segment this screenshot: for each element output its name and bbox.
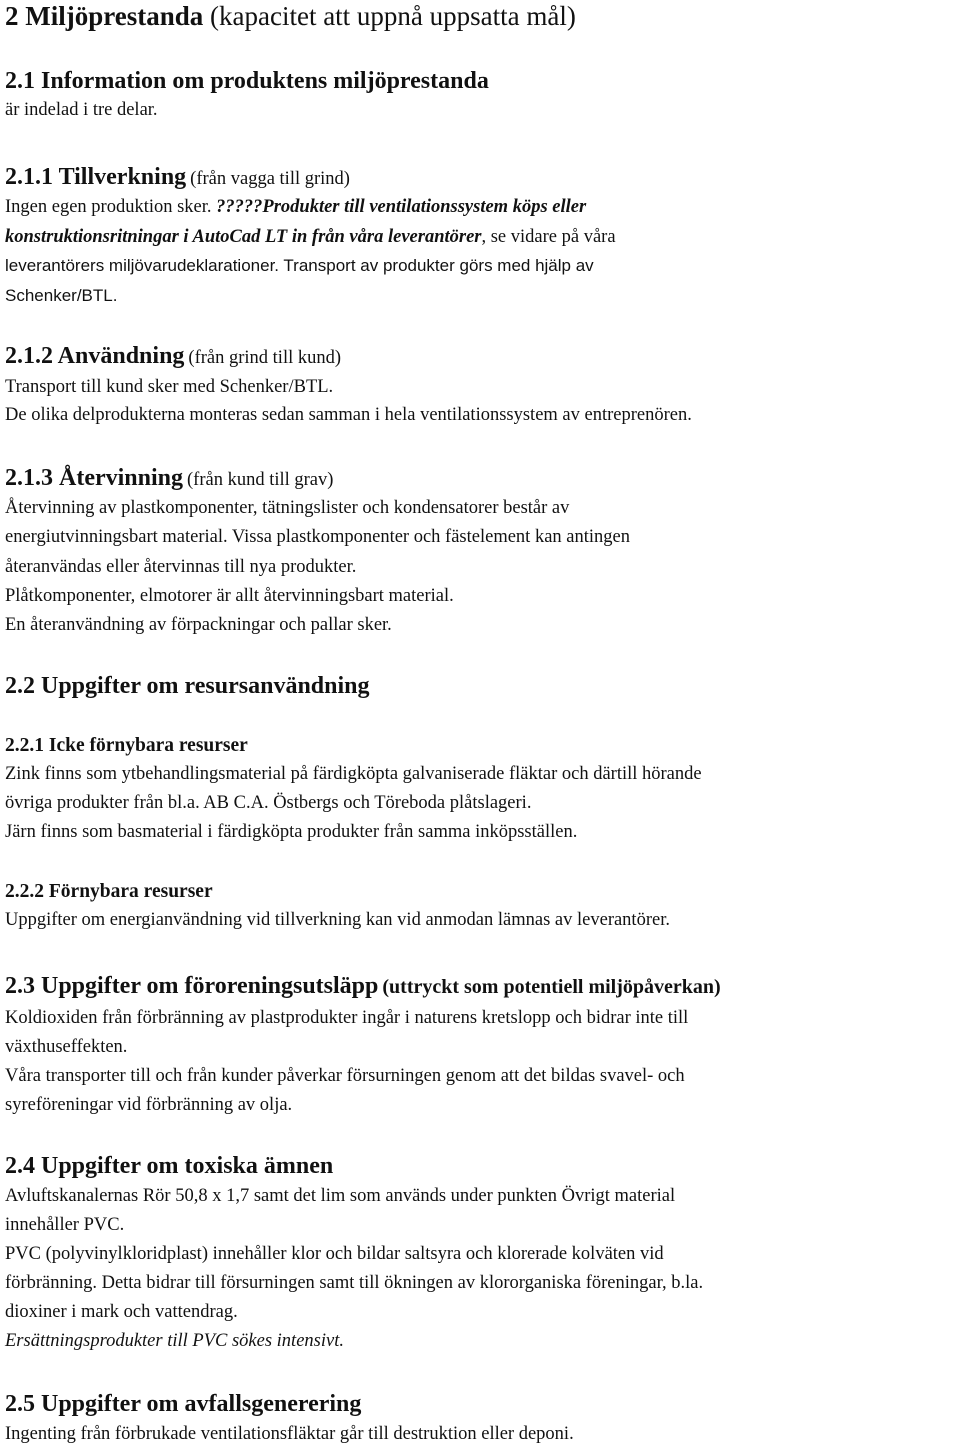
heading-2-1-2: 2.1.2 Användning (från grind till kund): [5, 343, 342, 369]
text-line: De olika delprodukterna monteras sedan samman i hela ventilationssystem av entreprenören.: [5, 405, 692, 425]
heading-2-subtitle: (kapacitet att uppnå uppsatta mål): [210, 1, 576, 31]
text-line: PVC (polyvinylkloridplast) innehåller klor och bildar saltsyra och klorerade kolväten vid: [5, 1244, 664, 1264]
text-line: Transport till kund sker med Schenker/BTL.: [5, 377, 334, 397]
text-line: Plåtkomponenter, elmotorer är allt återvinningsbart material.: [5, 586, 454, 606]
heading-2-5: 2.5 Uppgifter om avfallsgenerering: [5, 1391, 362, 1417]
text-line: Återvinning av plastkomponenter, tätningslister och kondensatorer består av: [5, 498, 570, 518]
text-line: leverantörers miljövarudeklarationer. Transport av produkter görs med hjälp av: [5, 256, 594, 275]
heading-2-2-2: 2.2.2 Förnybara resurser: [5, 881, 213, 902]
heading-2-1-1: 2.1.1 Tillverkning (från vagga till grind): [5, 164, 350, 190]
text-line: Ingenting från förbrukade ventilationsfläktar går till destruktion eller deponi.: [5, 1424, 574, 1444]
text-line: Schenker/BTL.: [5, 286, 118, 305]
text-line: Uppgifter om energianvändning vid tillverkning kan vid anmodan lämnas av leverantörer.: [5, 910, 670, 930]
heading-2-3: 2.3 Uppgifter om föroreningsutsläpp (uttryckt som potentiell miljöpåverkan): [5, 973, 721, 999]
text-line: dioxiner i mark och vattendrag.: [5, 1302, 238, 1322]
text-line: En återanvändning av förpackningar och pallar sker.: [5, 615, 392, 635]
text-line: innehåller PVC.: [5, 1215, 125, 1235]
text-line: Avluftskanalernas Rör 50,8 x 1,7 samt det lim som används under punkten Övrigt material: [5, 1186, 676, 1206]
text-line: övriga produkter från bl.a. AB C.A. Östbergs och Töreboda plåtslageri.: [5, 793, 532, 813]
text-line: konstruktionsritningar i AutoCad LT in från våra leverantörer, se vidare på våra: [5, 227, 616, 247]
text-line: syreföreningar vid förbränning av olja.: [5, 1095, 293, 1115]
text-line: förbränning. Detta bidrar till försurningen samt till ökningen av klororganiska föreningar, b.la.: [5, 1273, 704, 1293]
text-line: Järn finns som basmaterial i färdigköpta produkter från samma inköpsställen.: [5, 822, 578, 842]
heading-2-2: 2.2 Uppgifter om resursanvändning: [5, 673, 370, 699]
heading-2-1: 2.1 Information om produktens miljöprestanda: [5, 68, 489, 94]
text-line-italic: Ersättningsprodukter till PVC sökes intensivt.: [5, 1331, 344, 1351]
heading-2-4: 2.4 Uppgifter om toxiska ämnen: [5, 1153, 334, 1179]
text-line: Våra transporter till och från kunder påverkar försurningen genom att det bildas svavel- och: [5, 1066, 685, 1086]
heading-2-1-3: 2.1.3 Återvinning (från kund till grav): [5, 465, 334, 491]
heading-2-number: 2 Miljöprestanda: [5, 1, 204, 31]
text-line: är indelad i tre delar.: [5, 100, 158, 120]
text-line: energiutvinningsbart material. Vissa plastkomponenter och fästelement kan antingen: [5, 527, 630, 547]
text-line: växthuseffekten.: [5, 1037, 128, 1057]
text-line: Koldioxiden från förbränning av plastprodukter ingår i naturens kretslopp och bidrar inte till: [5, 1008, 689, 1028]
text-line: återanvändas eller återvinnas till nya produkter.: [5, 557, 357, 577]
heading-2: [5, 2, 576, 32]
text-line: Ingen egen produktion sker. ?????Produkter till ventilationssystem köps eller: [5, 197, 587, 217]
text-line: Zink finns som ytbehandlingsmaterial på färdigköpta galvaniserade fläktar och därtill hörande: [5, 764, 702, 784]
heading-2-2-1: 2.2.1 Icke förnybara resurser: [5, 735, 248, 756]
